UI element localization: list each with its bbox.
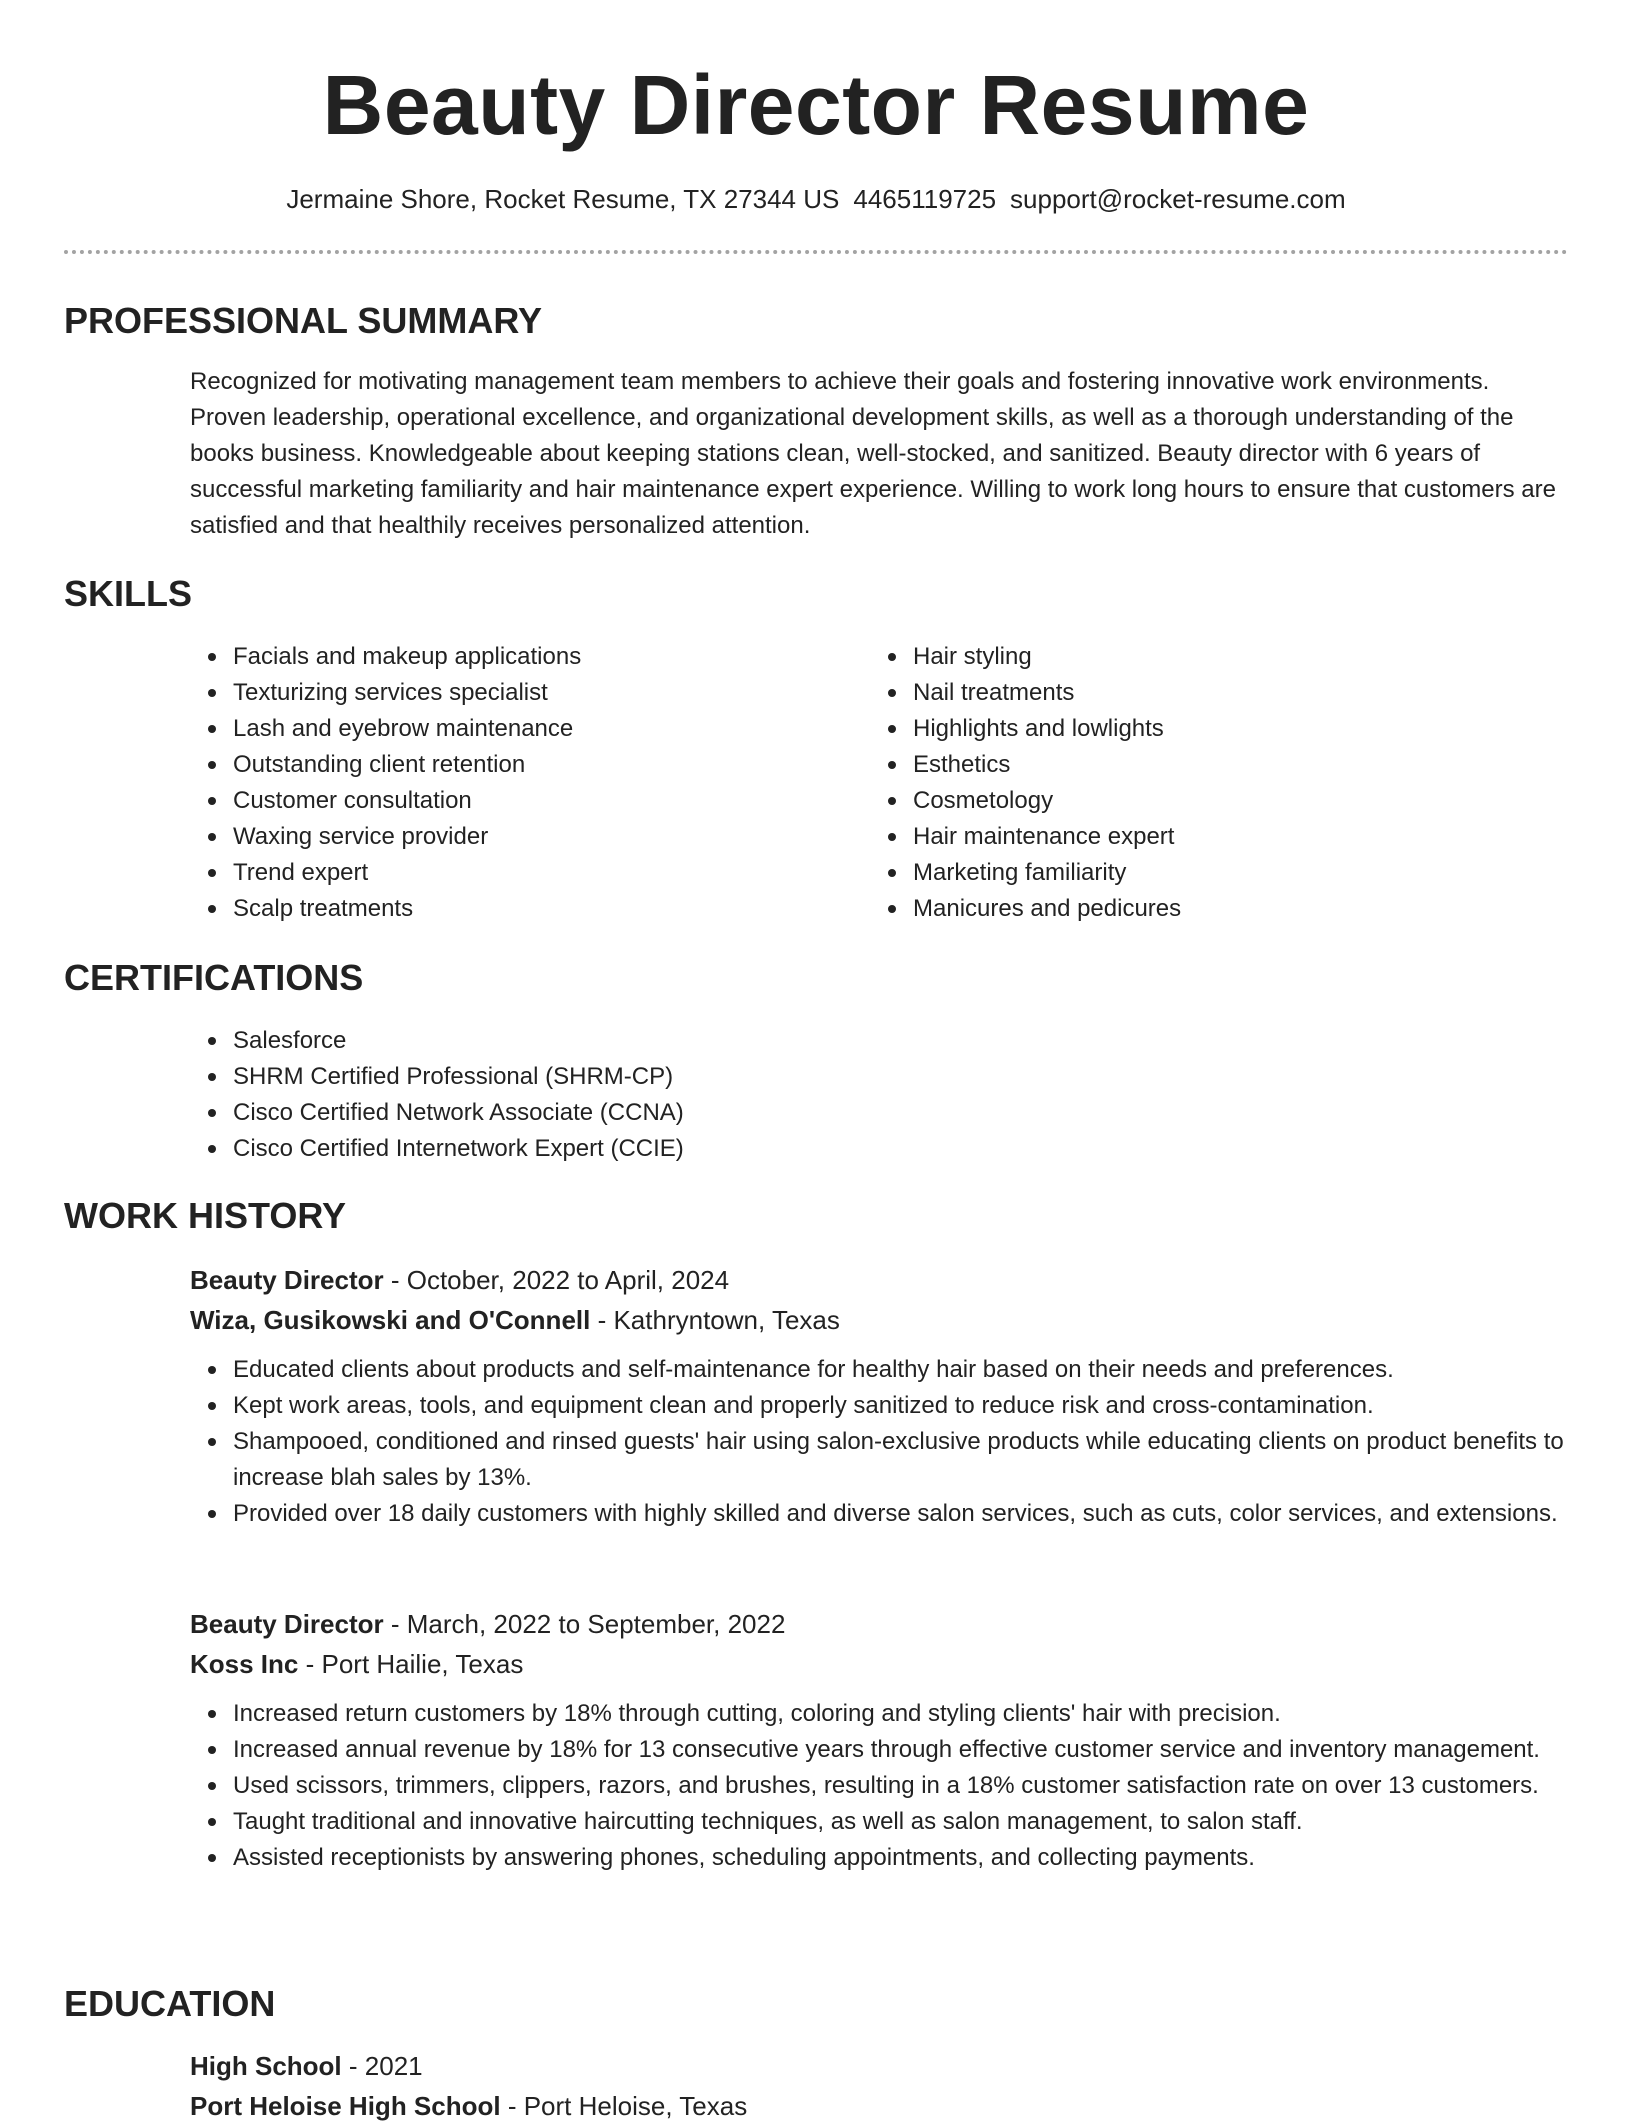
job-bullets (190, 1696, 1570, 1876)
education-degree: High School (190, 2051, 342, 2081)
skills-column-left (190, 639, 830, 927)
certification-item: SHRM Certified Professional (SHRM-CP) (233, 1059, 990, 1095)
summary-heading: PROFESSIONAL SUMMARY (64, 300, 543, 341)
job-company-line: Koss Inc - Port Hailie, Texas (190, 1649, 524, 1679)
skill-item: Marketing familiarity (913, 855, 1510, 891)
skill-item: Trend expert (233, 855, 830, 891)
job-bullet: Taught traditional and innovative haircutting techniques, as well as salon management, to salon staff. (233, 1804, 1570, 1840)
header-divider (64, 250, 1568, 254)
education-location: Port Heloise, Texas (523, 2091, 748, 2121)
job-entry (190, 1604, 1570, 1876)
skills-column-right (870, 639, 1510, 927)
contact-phone: 4465119725 (853, 184, 997, 214)
job-bullets (190, 1352, 1570, 1532)
job-location: Port Hailie, Texas (321, 1649, 524, 1679)
job-title: Beauty Director (190, 1265, 384, 1295)
education-year: 2021 (364, 2051, 423, 2081)
skill-item: Waxing service provider (233, 819, 830, 855)
job-bullet: Shampooed, conditioned and rinsed guests' hair using salon-exclusive products while educating clients on product benefits to increase blah sales by 13%. (233, 1424, 1570, 1496)
skill-item: Outstanding client retention (233, 747, 830, 783)
skill-item: Highlights and lowlights (913, 711, 1510, 747)
job-dates: October, 2022 to April, 2024 (406, 1265, 730, 1295)
skill-item: Nail treatments (913, 675, 1510, 711)
certifications-list (190, 1023, 990, 1167)
certifications-heading: CERTIFICATIONS (64, 957, 364, 998)
job-company: Wiza, Gusikowski and O'Connell (190, 1305, 591, 1335)
education-school: Port Heloise High School (190, 2091, 501, 2121)
job-location: Kathryntown, Texas (613, 1305, 840, 1335)
skill-item: Scalp treatments (233, 891, 830, 927)
resume-title: Beauty Director Resume (322, 58, 1310, 152)
job-title: Beauty Director (190, 1609, 384, 1639)
skill-item: Hair maintenance expert (913, 819, 1510, 855)
job-title-line: Beauty Director - March, 2022 to September, 2022 (190, 1609, 786, 1639)
job-bullet: Provided over 18 daily customers with highly skilled and diverse salon services, such as cuts, color services, and extensions. (233, 1496, 1570, 1532)
education-school-line: Port Heloise High School - Port Heloise, Texas (190, 2091, 748, 2121)
skill-item: Manicures and pedicures (913, 891, 1510, 927)
contact-line (0, 182, 1632, 216)
job-bullet: Increased annual revenue by 18% for 13 consecutive years through effective customer service and inventory management. (233, 1732, 1570, 1768)
job-bullet: Increased return customers by 18% through cutting, coloring and styling clients' hair with precision. (233, 1696, 1570, 1732)
skill-item: Hair styling (913, 639, 1510, 675)
job-bullet: Used scissors, trimmers, clippers, razors, and brushes, resulting in a 18% customer satisfaction rate on over 13 customers. (233, 1768, 1570, 1804)
certification-item: Salesforce (233, 1023, 990, 1059)
job-company-line: Wiza, Gusikowski and O'Connell - Kathryntown, Texas (190, 1305, 840, 1335)
certification-item: Cisco Certified Network Associate (CCNA) (233, 1095, 990, 1131)
contact-email: support@rocket-resume.com (1010, 184, 1346, 214)
skill-item: Texturizing services specialist (233, 675, 830, 711)
job-entry (190, 1260, 1570, 1532)
job-bullet: Educated clients about products and self-maintenance for healthy hair based on their needs and preferences. (233, 1352, 1570, 1388)
skills-heading: SKILLS (64, 573, 193, 614)
work-history-heading: WORK HISTORY (64, 1195, 347, 1236)
certification-item: Cisco Certified Internetwork Expert (CCIE) (233, 1131, 990, 1167)
skill-item: Cosmetology (913, 783, 1510, 819)
education-degree-line: High School - 2021 (190, 2051, 423, 2081)
contact-address: Jermaine Shore, Rocket Resume, TX 27344 US (286, 184, 840, 214)
summary-text: Recognized for motivating management team members to achieve their goals and fostering innovative work environments. Proven leadership, operational excellence, and organizational development skills, as well as a thorough understanding of the books business. Knowledgeable about keeping stations clean, well-stocked, and sanitized. Beauty director with 6 years of successful marketing familiarity and hair maintenance expert experience. Willing to work long hours to ensure that customers are satisfied and that healthily receives personalized attention. (190, 368, 1556, 539)
job-bullet: Kept work areas, tools, and equipment clean and properly sanitized to reduce risk and cross-contamination. (233, 1388, 1570, 1424)
skill-item: Esthetics (913, 747, 1510, 783)
job-dates: March, 2022 to September, 2022 (406, 1609, 786, 1639)
skill-item: Facials and makeup applications (233, 639, 830, 675)
job-company: Koss Inc (190, 1649, 299, 1679)
job-title-line: Beauty Director - October, 2022 to April, 2024 (190, 1265, 730, 1295)
education-entry (190, 2046, 1570, 2126)
skill-item: Lash and eyebrow maintenance (233, 711, 830, 747)
job-bullet: Assisted receptionists by answering phones, scheduling appointments, and collecting payments. (233, 1840, 1570, 1876)
skill-item: Customer consultation (233, 783, 830, 819)
education-heading: EDUCATION (64, 1983, 276, 2024)
